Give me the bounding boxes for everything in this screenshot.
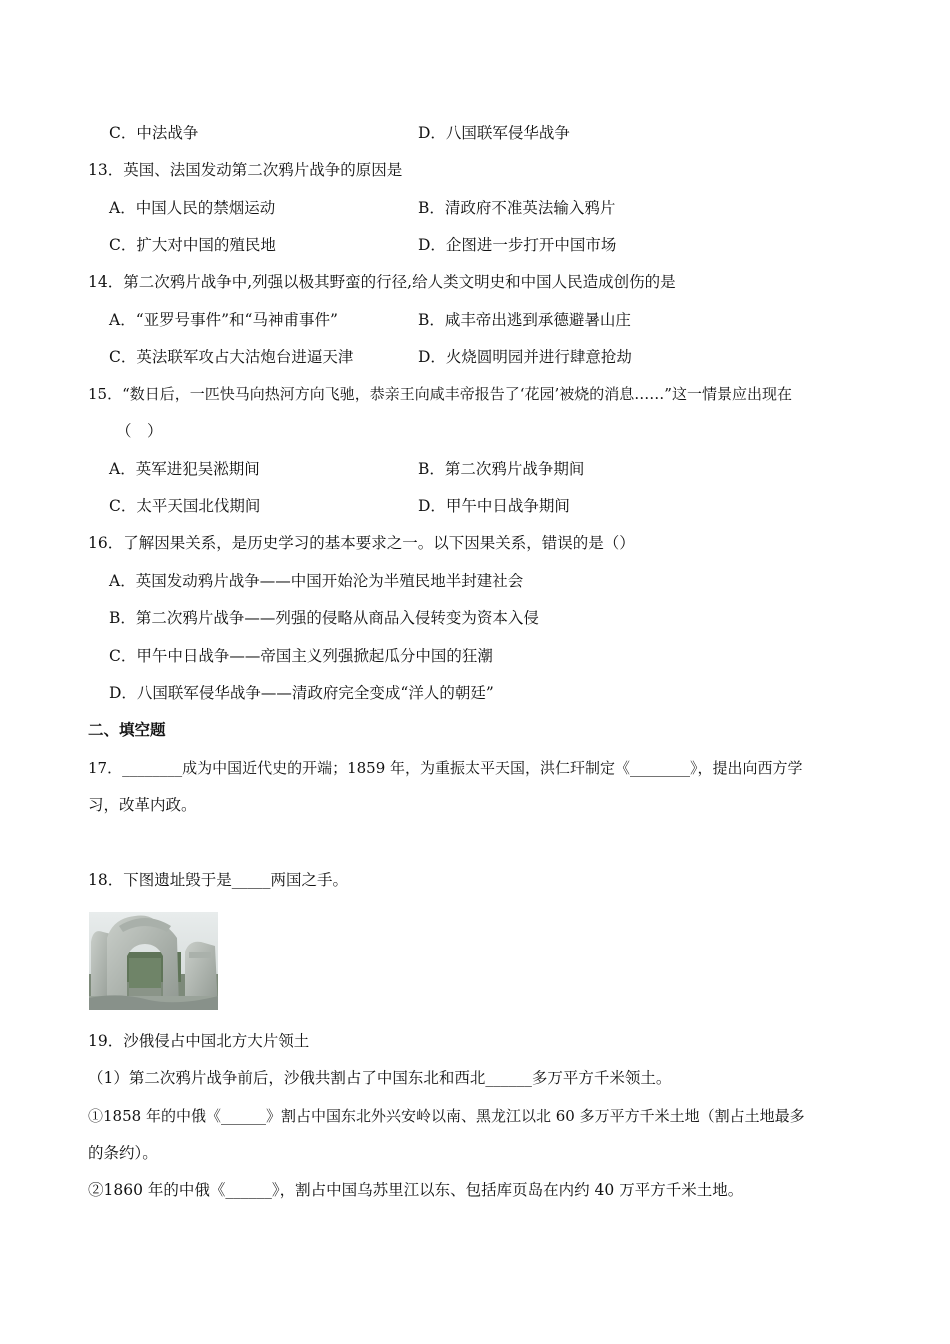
question-19-part-1: （1）第二次鸦片战争前后，沙俄共割占了中国东北和西北______多万平方千米领土。 [88,1069,672,1087]
question-18: 18．下图遗址毁于是_____两国之手。 [88,871,348,889]
question-17-continued: 习，改革内政。 [88,796,197,814]
q13-option-d: D．企图进一步打开中国市场 [418,236,617,254]
q15-option-b: B．第二次鸦片战争期间 [418,460,585,478]
question-19-item-2: ②1860 年的中俄《______》，割占中国乌苏里江以东、包括库页岛在内约 40 万平方千米土地。 [88,1181,744,1199]
q14-option-d: D．火烧圆明园并进行肆意抢劫 [418,348,632,366]
q13-option-c: C．扩大对中国的殖民地 [109,236,276,254]
q14-option-c: C．英法联军攻占大沽炮台进逼天津 [109,348,354,366]
q12-option-c: C．中法战争 [109,124,199,142]
yuanmingyuan-ruins-photo [89,912,218,1010]
section-heading-fill-in: 二、填空题 [88,721,166,739]
q15-option-c: C．太平天国北伐期间 [109,497,261,515]
q16-option-a: A．英国发动鸦片战争——中国开始沦为半殖民地半封建社会 [109,572,524,590]
question-19: 19．沙俄侵占中国北方大片领土 [88,1032,310,1050]
question-14: 14．第二次鸦片战争中,列强以极其野蛮的行径,给人类文明史和中国人民造成创伤的是 [88,273,676,291]
q14-option-b: B．咸丰帝出逃到承德避暑山庄 [418,311,631,329]
q16-option-d: D．八国联军侵华战争——清政府完全变成“洋人的朝廷” [109,684,494,702]
q13-option-b: B．清政府不准英法输入鸦片 [418,199,616,217]
q16-option-b: B．第二次鸦片战争——列强的侵略从商品入侵转变为资本入侵 [109,609,539,627]
q16-option-c: C．甲午中日战争——帝国主义列强掀起瓜分中国的狂潮 [109,647,493,665]
question-19-item-1: ①1858 年的中俄《______》割占中国东北外兴安岭以南、黑龙江以北 60 多万平方千米土地（割占土地最多 [88,1107,805,1125]
q13-option-a: A．中国人民的禁烟运动 [109,199,276,217]
q15-answer-blank: （ ） [116,422,163,440]
q14-option-a: A．“亚罗号事件”和“马神甫事件” [109,311,338,329]
question-19-item-1-continued: 的条约）。 [88,1144,158,1162]
question-15: 15．“数日后，一匹快马向热河方向飞驰，恭亲王向咸丰帝报告了‘花园’被烧的消息……”这一情景应出现在 [88,385,792,403]
q15-option-a: A．英军进犯吴淞期间 [109,460,260,478]
question-17: 17．________成为中国近代史的开端；1859 年，为重振太平天国，洪仁玕制定《________》，提出向西方学 [88,759,803,777]
question-16: 16．了解因果关系，是历史学习的基本要求之一。以下因果关系，错误的是（） [88,534,635,552]
question-13: 13．英国、法国发动第二次鸦片战争的原因是 [88,161,403,179]
q15-option-d: D．甲午中日战争期间 [418,497,570,515]
q12-option-d: D．八国联军侵华战争 [418,124,570,142]
